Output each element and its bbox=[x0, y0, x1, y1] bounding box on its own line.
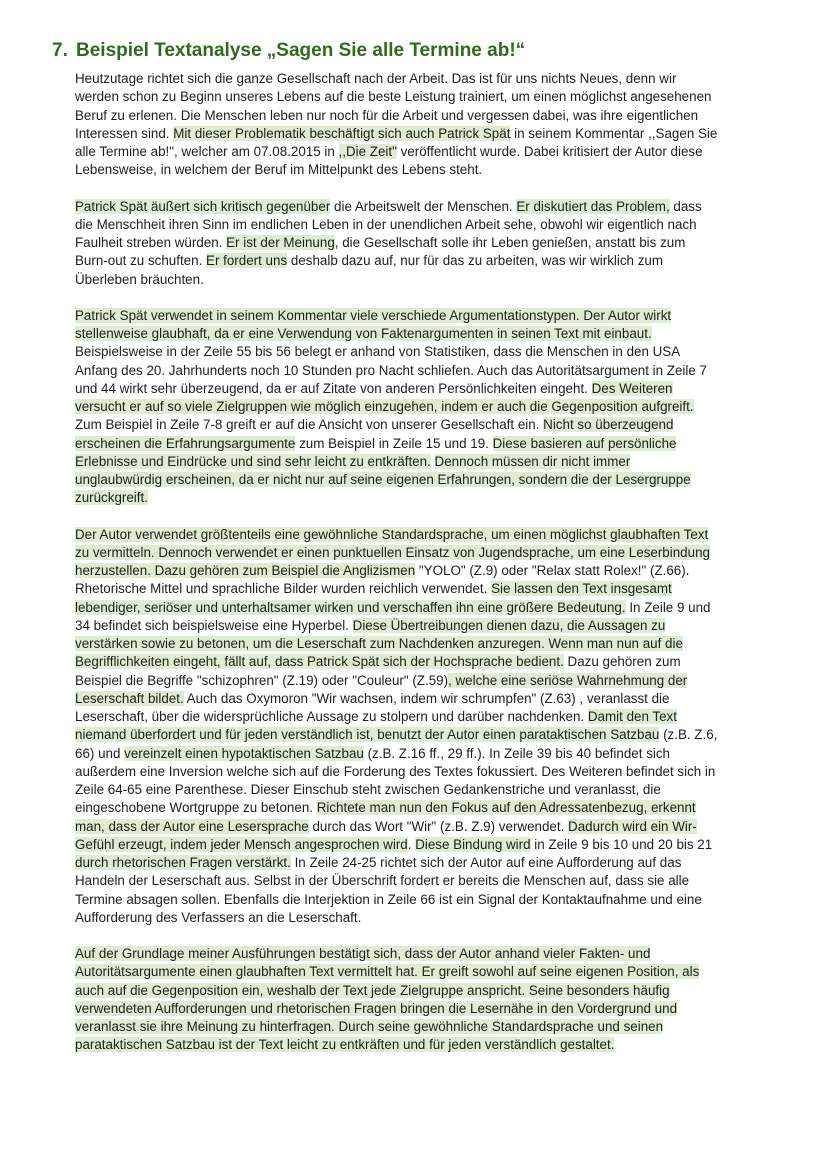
highlighted-text: herzustellen. Dazu gehören zum Beispiel die Anglizismen bbox=[75, 563, 416, 578]
highlighted-text: Autoritätsargumente einen glaubhaften Text vermittelt hat. Er greift sowohl auf seine eigenen Position, als bbox=[75, 964, 700, 980]
text-segment: und 44 wirkt sehr überzeugend, da er auf Zitate von anderen Persönlichkeiten eingeht. bbox=[75, 380, 592, 396]
paragraph-1 bbox=[75, 70, 780, 180]
text-segment: Zeile 64-65 eine Parenthese. Dieser Einschub steht zwischen Gedankenstriche und veranlasst, die bbox=[75, 782, 661, 797]
text-line bbox=[75, 544, 780, 562]
text-segment: zum Beispiel in Zeile 15 und 19. bbox=[295, 435, 493, 451]
text-line bbox=[75, 690, 780, 708]
text-segment: eingeschobene Wortgruppe zu betonen. bbox=[75, 800, 317, 816]
highlighted-text: , welche eine seriöse Wahrnehmung der bbox=[448, 672, 688, 688]
highlighted-text: Dennoch müssen dir nicht immer bbox=[434, 453, 631, 469]
text-line bbox=[75, 635, 780, 653]
text-segment: die Menschheit ihren Sinn im endlichen Leben in der unendlichen Arbeit sehe, obwohl wir eigentlich nach bbox=[75, 216, 697, 232]
section-heading bbox=[52, 40, 525, 62]
highlighted-text: ,,Die Zeit" bbox=[338, 144, 397, 159]
text-segment: Burn-out zu schuften. bbox=[75, 253, 207, 269]
text-line bbox=[75, 836, 780, 854]
text-segment: Faulheit streben würden. bbox=[75, 235, 227, 250]
highlighted-text: Begrifflichkeiten eingeht, fällt auf, dass Patrick Spät sich der Hochsprache bedient. bbox=[75, 654, 564, 670]
highlighted-text: Diese Übertreibungen dienen dazu, die Aussagen zu bbox=[352, 617, 666, 633]
text-segment: Zum Beispiel in Zeile 7-8 greift er auf die Ansicht von unserer Gesellschaft ein. bbox=[75, 417, 544, 433]
text-line bbox=[75, 982, 780, 1000]
text-segment: Heutzutage richtet sich die ganze Gesellschaft nach der Arbeit. Das ist für uns nichts Neues, denn wir bbox=[75, 71, 677, 86]
highlighted-text: veranlasst sie ihre Meinung zu hinterfragen. Durch seine gewöhnliche Standardsprache und seinen bbox=[75, 1019, 664, 1034]
paragraph-5 bbox=[75, 945, 780, 1055]
highlighted-text: verstärken sowie zu betonen, um die Leserschaft zum Nachdenken anzuregen. Wenn man nun auf die bbox=[75, 636, 683, 651]
text-segment: Handeln der Leserschaft aus. Selbst in der Überschrift fordert er bereits die Menschen auf, dass sie alle bbox=[75, 873, 690, 889]
highlighted-text: Er ist der Meinung bbox=[226, 235, 335, 250]
paragraph-3 bbox=[75, 307, 780, 508]
text-line bbox=[75, 745, 780, 763]
text-line bbox=[75, 872, 780, 890]
text-line bbox=[75, 580, 780, 598]
text-line bbox=[75, 526, 780, 544]
highlighted-text: Richtete man nun den Fokus auf den Adressatenbezug, erkennt bbox=[316, 800, 696, 816]
text-line bbox=[75, 143, 780, 161]
highlighted-text: Dadurch wird ein Wir- bbox=[568, 818, 697, 834]
text-line bbox=[75, 88, 780, 106]
highlighted-text: lebendiger, seriöser und unterhaltsamer wirken und verschaffen ihn eine größere Bedeutung. bbox=[75, 599, 626, 615]
highlighted-text: zurückgreift. bbox=[75, 490, 148, 506]
text-line bbox=[75, 781, 780, 799]
text-segment: Interessen sind. bbox=[75, 125, 174, 141]
text-line bbox=[75, 435, 780, 453]
highlighted-text: Diese Bindung wird bbox=[415, 836, 531, 852]
text-segment: Termine absagen sollen. Ebenfalls die Interjektion in Zeile 66 ist ein Signal der Kontaktaufnahme und eine bbox=[75, 891, 702, 907]
text-line bbox=[75, 617, 780, 635]
heading-title: Beispiel Textanalyse „Sagen Sie alle Termine ab!“ bbox=[76, 40, 526, 61]
highlighted-text: versucht er auf so viele Zielgruppen wie möglich einzugehen, indem er auch die Gegenposition aufgreift. bbox=[75, 399, 694, 414]
text-line bbox=[75, 653, 780, 671]
text-segment: Rhetorische Mittel und sprachliche Bilder wurden reichlich verwendet. bbox=[75, 581, 492, 597]
text-line bbox=[75, 708, 780, 726]
highlighted-text: Erlebnisse und Eindrücke und sind sehr leicht zu entkräften. bbox=[75, 453, 431, 469]
highlighted-text: Damit den Text bbox=[587, 709, 677, 724]
text-line bbox=[75, 398, 780, 416]
text-line bbox=[75, 416, 780, 434]
highlighted-text: niemand überfordert und für jeden verständlich ist, benutzt der Autor einen parataktischen Satzbau bbox=[75, 727, 660, 743]
highlighted-text: Gefühl erzeugt, indem jeder Mensch angesprochen wird bbox=[75, 836, 408, 852]
text-segment: Anfang des 20. Jahrhunderts noch 10 Stunden pro Nacht schliefen. Auch das Autoritätsargument in Zeile 7 bbox=[75, 362, 707, 378]
text-line bbox=[75, 1018, 780, 1036]
text-line bbox=[75, 945, 780, 963]
text-line bbox=[75, 909, 780, 927]
text-segment: alle Termine ab!", welcher am 07.08.2015 in bbox=[75, 144, 339, 159]
text-line bbox=[75, 799, 780, 817]
text-segment: In Zeile 24-25 richtet sich der Autor auf eine Aufforderung auf das bbox=[290, 855, 682, 870]
text-line bbox=[75, 70, 780, 88]
text-line bbox=[75, 380, 780, 398]
text-segment bbox=[431, 454, 435, 469]
highlighted-text: unglaubwürdig erscheinen, da er nicht nur auf seine eigenen Erfahrungen, sondern die der Lesergruppe bbox=[75, 472, 691, 487]
text-segment: Auch das Oxymoron "Wir wachsen, indem wir schrumpfen" (Z.63) , veranlasst die bbox=[183, 690, 670, 706]
text-line bbox=[75, 1000, 780, 1018]
text-segment: Beruf zu erlenen. Die Menschen leben nur noch für die Arbeit und vergessen dabei, was ihre eigentlichen bbox=[75, 107, 699, 123]
text-segment: Beispiel die Begriffe "schizophren" (Z.19) oder "Couleur" (Z.59) bbox=[75, 672, 449, 688]
text-line bbox=[75, 963, 780, 981]
text-line bbox=[75, 125, 780, 143]
text-segment: "YOLO" (Z.9) oder "Relax statt Rolex!" (Z.66). bbox=[415, 563, 690, 578]
text-line bbox=[75, 362, 780, 380]
highlighted-text: Er diskutiert das Problem, bbox=[516, 198, 670, 214]
text-line bbox=[75, 271, 780, 289]
highlighted-text: Der Autor verwendet größtenteils eine gewöhnliche Standardsprache, um einen möglichst glaubhaften Text bbox=[75, 526, 709, 542]
highlighted-text: zu vermitteln. Dennoch verwendet er einen punktuellen Einsatz von Jugendsprache, um eine Leserbindung bbox=[75, 544, 710, 560]
paragraph-2 bbox=[75, 198, 780, 289]
highlighted-text: Sie lassen den Text insgesamt bbox=[491, 581, 672, 597]
text-segment: in seinem Kommentar ,,Sagen Sie bbox=[510, 125, 718, 141]
text-line bbox=[75, 343, 780, 361]
text-line bbox=[75, 891, 780, 909]
highlighted-text: Nicht so überzeugend bbox=[543, 417, 674, 433]
text-segment: , die Gesellschaft solle ihr Leben genießen, anstatt bis zum bbox=[334, 235, 686, 250]
highlighted-text: Des Weiteren bbox=[591, 380, 673, 396]
text-segment: Leserschaft, über die widersprüchliche Aussage zu stolpern und darüber nachdenken. bbox=[75, 709, 588, 724]
text-line bbox=[75, 307, 780, 325]
text-line bbox=[75, 198, 780, 216]
text-segment: die Arbeitswelt der Menschen. bbox=[330, 198, 517, 214]
heading-number: 7. bbox=[52, 40, 68, 61]
text-segment: dass bbox=[669, 198, 702, 214]
text-line bbox=[75, 818, 780, 836]
text-segment: deshalb dazu auf, nur für das zu arbeiten, was wir wirklich zum bbox=[287, 253, 663, 269]
text-segment: Aufforderung des Verfassers an die Leserschaft. bbox=[75, 909, 362, 925]
text-line bbox=[75, 562, 780, 580]
text-line bbox=[75, 763, 780, 781]
text-segment: 34 befindet sich beispielsweise eine Hyperbel. bbox=[75, 617, 353, 633]
highlighted-text: Mit dieser Problematik beschäftigt sich auch Patrick Spät bbox=[173, 125, 511, 141]
paragraph-4 bbox=[75, 526, 780, 928]
text-segment: werden schon zu Beginn unseres Lebens auf die beste Leistung trainiert, um einen möglichst angesehenen bbox=[75, 89, 712, 105]
text-segment: (z.B. Z.6, bbox=[659, 727, 718, 743]
text-segment: In Zeile 9 und bbox=[625, 599, 711, 615]
highlighted-text: Patrick Spät verwendet in seinem Kommentar viele verschiede Argumentationstypen. Der Autor wirkt bbox=[75, 307, 672, 323]
highlighted-text: Er fordert uns bbox=[206, 253, 288, 269]
text-line bbox=[75, 599, 780, 617]
text-line bbox=[75, 726, 780, 744]
text-line bbox=[75, 471, 780, 489]
highlighted-text: Diese basieren auf persönliche bbox=[492, 435, 677, 451]
text-line bbox=[75, 1036, 780, 1054]
text-segment: (z.B. Z.16 ff., 29 ff.). In Zeile 39 bis 40 befindet sich bbox=[363, 745, 671, 761]
highlighted-text: verwendeten Aufforderungen und rhetorischen Fragen bringen die Lesernähe in den Vordergrund und bbox=[75, 1000, 678, 1016]
highlighted-text: auch auf die Gegenposition ein, weshalb der Text jede Zielgruppe anspricht. Seine besonders häufig bbox=[75, 982, 670, 998]
highlighted-text: durch rhetorischen Fragen verstärkt. bbox=[75, 855, 291, 870]
text-line bbox=[75, 161, 780, 179]
highlighted-text: vereinzelt einen hypotaktischen Satzbau bbox=[124, 745, 364, 761]
highlighted-text: erscheinen die Erfahrungsargumente bbox=[75, 435, 296, 451]
text-segment: durch das Wort "Wir" (z.B. Z.9) verwendet. bbox=[308, 818, 569, 834]
highlighted-text: man, dass der Autor eine Lesersprache bbox=[75, 818, 309, 834]
text-line bbox=[75, 489, 780, 507]
text-line bbox=[75, 252, 780, 270]
text-line bbox=[75, 672, 780, 690]
document-body bbox=[75, 70, 780, 1073]
highlighted-text: Auf der Grundlage meiner Ausführungen bestätigt sich, dass der Autor anhand vieler Fakten- und bbox=[75, 946, 651, 961]
text-segment: in Zeile 9 bis 10 und 20 bis 21 bbox=[530, 836, 713, 852]
highlighted-text: parataktischen Satzbau ist der Text leicht zu entkräften und für jeden verständlich gestaltet. bbox=[75, 1037, 615, 1053]
text-segment: Überleben bräuchten. bbox=[75, 271, 204, 287]
text-segment: Dazu gehören zum bbox=[563, 654, 681, 670]
highlighted-text: Patrick Spät äußert sich kritisch gegenüber bbox=[75, 198, 331, 214]
text-segment: veröffentlicht wurde. Dabei kritisiert der Autor diese bbox=[396, 144, 703, 159]
text-line bbox=[75, 107, 780, 125]
text-segment: außerdem eine Inversion welche sich auf die Forderung des Textes fokussiert. Des Weiteren befindet sich in bbox=[75, 763, 716, 779]
text-line bbox=[75, 234, 780, 252]
text-line bbox=[75, 325, 780, 343]
highlighted-text: Leserschaft bildet. bbox=[75, 690, 184, 706]
highlighted-text: stellenweise glaubhaft, da er eine Verwendung von Faktenargumenten in seinen Text mit einbaut. bbox=[75, 326, 652, 341]
text-segment: Beispielsweise in der Zeile 55 bis 56 belegt er anhand von Statistiken, dass die Menschen in den USA bbox=[75, 344, 681, 360]
text-line bbox=[75, 854, 780, 872]
text-segment: . bbox=[407, 836, 416, 852]
text-line bbox=[75, 453, 780, 471]
text-line bbox=[75, 216, 780, 234]
text-segment: 66) und bbox=[75, 745, 125, 761]
text-segment: Lebensweise, in welchem der Beruf im Mittelpunkt des Lebens steht. bbox=[75, 162, 483, 178]
